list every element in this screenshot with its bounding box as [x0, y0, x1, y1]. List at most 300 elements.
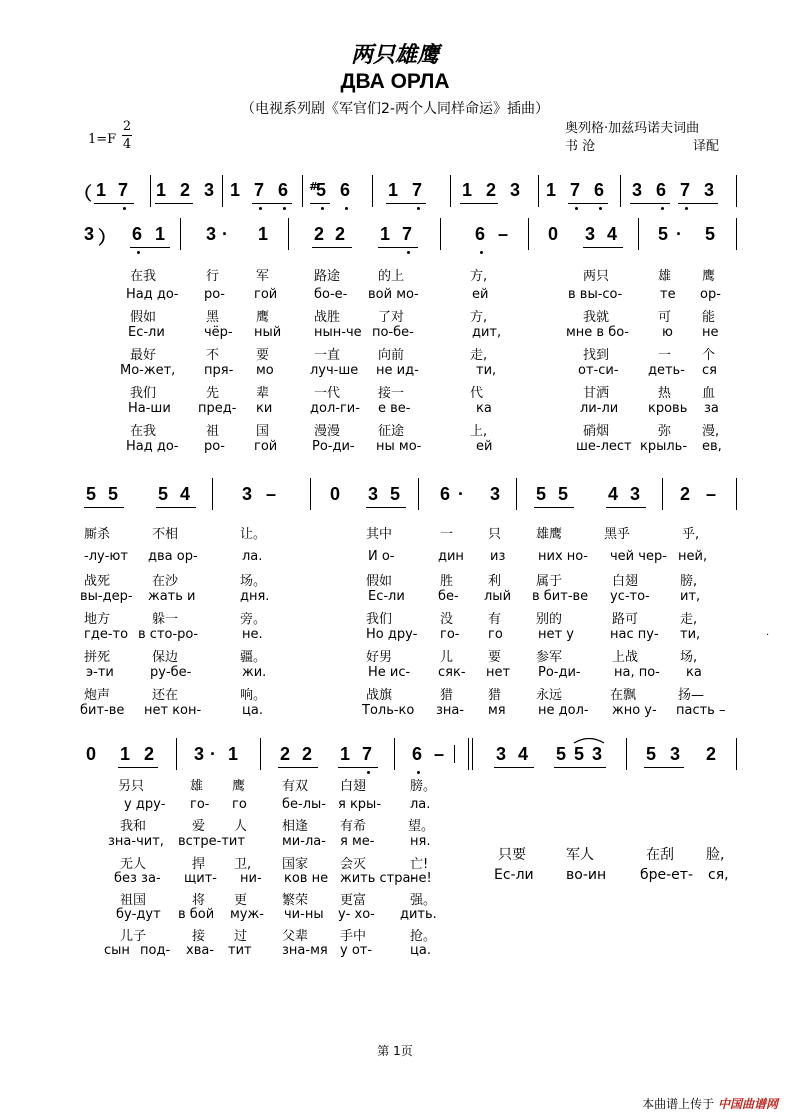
lyric: И о-: [368, 549, 395, 564]
slur-mark: [572, 734, 606, 744]
lyric: 好男: [366, 650, 393, 665]
lyric: мя: [488, 703, 506, 718]
low-octave-dot: [661, 207, 664, 210]
lyric: не ид-: [376, 363, 419, 378]
note: 0: [86, 744, 97, 764]
lyric: 鹰: [702, 269, 716, 284]
note: （: [74, 184, 92, 204]
lyric: сын: [104, 943, 130, 958]
lyric: ца.: [410, 943, 431, 958]
beam-underline: [366, 507, 406, 508]
lyric: ев,: [702, 439, 722, 454]
note: –: [498, 224, 509, 244]
lyric: 猎: [440, 688, 454, 703]
beam-underline: [312, 247, 352, 248]
lyric: 鹰: [232, 779, 246, 794]
sharp-sign: #: [309, 180, 319, 193]
lyric: ный: [254, 325, 282, 340]
lyric: я ме-: [340, 834, 375, 849]
lyric: го-: [440, 627, 460, 642]
lyric: нет: [486, 665, 511, 680]
lyric: Ес-ли: [368, 589, 405, 604]
lyric: 的上: [378, 269, 405, 284]
beam-underline: [378, 247, 418, 248]
note: 0: [330, 484, 341, 504]
lyric: 保边: [152, 650, 179, 665]
lyric: 在我: [130, 424, 157, 439]
note: 5: [86, 484, 97, 504]
lyric: 两只: [583, 269, 610, 284]
barline: [310, 478, 311, 510]
lyric: 祖国: [120, 893, 147, 908]
lyric: е ве-: [378, 401, 411, 416]
lyric: 走,: [680, 612, 698, 627]
lyric: 国: [256, 424, 270, 439]
low-octave-dot: [480, 251, 483, 254]
note: 3: [194, 744, 205, 764]
lyric: 一代: [314, 386, 341, 401]
lyric: 有希: [340, 819, 367, 834]
lyric: ков не: [284, 871, 329, 886]
lyric: 拼死: [84, 650, 111, 665]
lyric: ру-бе-: [150, 665, 192, 680]
lyric: 路可: [612, 612, 639, 627]
low-octave-dot: [575, 207, 578, 210]
lyric: 硝烟: [583, 424, 610, 439]
lyric: дин: [438, 549, 464, 564]
lyric: Толь-ко: [362, 703, 415, 718]
note: 5: [574, 744, 585, 764]
barline: [394, 738, 395, 770]
lyric: ся: [702, 363, 717, 378]
lyric: луч-ше: [310, 363, 359, 378]
lyric: На-ши: [128, 401, 171, 416]
lyric: 不: [206, 348, 220, 363]
low-octave-dot: [123, 207, 126, 210]
lyric: 我就: [583, 310, 610, 325]
beam-underline: [386, 203, 426, 204]
beam-underline: [534, 507, 574, 508]
lyric: вы-дер-: [80, 589, 133, 604]
lyric: 弥: [658, 424, 672, 439]
lyric: 找到: [583, 348, 610, 363]
source-site-logo: 中国曲谱网: [717, 1097, 778, 1111]
lyric: 雄: [190, 779, 204, 794]
lyric: 了对: [378, 310, 405, 325]
lyric: бе-: [438, 589, 459, 604]
beam-underline: [568, 203, 608, 204]
beam-underline: [155, 203, 193, 204]
lyric: ше-лест: [576, 439, 632, 454]
lyric: 在飘: [610, 688, 637, 703]
lyric: лый: [484, 589, 512, 604]
lyric: 无人: [120, 857, 147, 872]
lyric: без за-: [114, 871, 161, 886]
lyric: где-то: [84, 627, 129, 642]
lyric: Ес-ли: [128, 325, 165, 340]
note: 3: [592, 744, 603, 764]
lyric: 接一: [378, 386, 405, 401]
lyric: 更: [234, 893, 248, 908]
barline: [372, 175, 373, 207]
lyric: 接: [192, 929, 206, 944]
note: 5: [390, 484, 401, 504]
note: 4: [518, 744, 529, 764]
note: 1: [120, 744, 131, 764]
note: 3: [496, 744, 507, 764]
lyric: на, по-: [614, 665, 660, 680]
lyric: ит,: [680, 589, 701, 604]
note: 3: [704, 180, 715, 200]
note: 6: [656, 180, 667, 200]
lyric: 利: [488, 574, 502, 589]
lyric: Не ис-: [368, 665, 411, 680]
lyric: из: [490, 549, 506, 564]
note: 7: [402, 224, 413, 244]
lyric: те: [660, 287, 676, 302]
note: 5: [316, 180, 327, 200]
barline: [418, 478, 419, 510]
lyric: в сто-ро-: [138, 627, 199, 642]
lyric: 乎,: [682, 527, 700, 542]
note: 3: [670, 744, 681, 764]
lyric: жить стра-: [340, 871, 416, 886]
note: 3: [632, 180, 643, 200]
lyric: 军: [256, 269, 270, 284]
note: 2: [180, 180, 191, 200]
time-signature-top: 2: [122, 119, 132, 134]
lyric: от-си-: [578, 363, 619, 378]
low-octave-dot: [417, 771, 420, 774]
lyric: Мо-жет,: [120, 363, 176, 378]
lyric: ся,: [708, 867, 729, 883]
lyric: 疆。: [240, 650, 267, 665]
lyric: дня.: [240, 589, 270, 604]
lyric: ца.: [242, 703, 263, 718]
lyric: 脸,: [706, 847, 725, 863]
lyric: 漫漫: [314, 424, 341, 439]
note: 7: [118, 180, 129, 200]
lyric: 战旗: [366, 688, 393, 703]
low-octave-dot: [367, 771, 370, 774]
lyric: 亡!: [410, 857, 429, 872]
note: 3: [84, 224, 95, 244]
note: 1: [388, 180, 399, 200]
note: 7: [412, 180, 423, 200]
beam-underline: [644, 767, 684, 768]
note: 1: [156, 180, 167, 200]
low-octave-dot: [407, 251, 410, 254]
note: 7: [680, 180, 691, 200]
lyric: в вы-со-: [568, 287, 623, 302]
lyric: 我们: [130, 386, 157, 401]
lyric: за: [704, 401, 719, 416]
lyric: ти,: [680, 627, 701, 642]
lyric: 更富: [340, 893, 367, 908]
time-signature: [120, 118, 134, 153]
lyric: я кры-: [338, 797, 382, 812]
lyric: в бой: [178, 907, 215, 922]
lyric: 人: [234, 819, 248, 834]
arranger-role: 译配: [693, 139, 720, 154]
note: 1: [230, 180, 241, 200]
lyric: 行: [206, 269, 220, 284]
arranger-name: 书 沧: [565, 139, 596, 154]
note: ·: [458, 484, 464, 504]
lyric: нын-че: [314, 325, 362, 340]
low-octave-dot: [685, 207, 688, 210]
note: ·: [222, 224, 228, 244]
lyric: 没: [440, 612, 454, 627]
beam-underline: [338, 767, 378, 768]
lyric: у дру-: [124, 797, 166, 812]
low-octave-dot: [321, 207, 324, 210]
lyric: не!: [410, 871, 432, 886]
note: 6: [340, 180, 351, 200]
lyric: мо: [256, 363, 274, 378]
note: 2: [280, 744, 291, 764]
lyric: 战死: [84, 574, 111, 589]
lyric: крыль-: [640, 439, 688, 454]
note: 1: [96, 180, 107, 200]
lyric: 另只: [118, 779, 145, 794]
note: –: [266, 484, 277, 504]
lyric: нет кон-: [144, 703, 202, 718]
lyric: бит-ве: [80, 703, 125, 718]
lyric: не.: [242, 627, 263, 642]
source-watermark: [642, 1095, 778, 1112]
note: 4: [180, 484, 191, 504]
lyric: Над до-: [126, 439, 179, 454]
time-signature-bottom: 4: [122, 137, 132, 152]
note: –: [706, 484, 717, 504]
note: 2: [144, 744, 155, 764]
lyric: ор-: [700, 287, 721, 302]
beam-underline: [130, 247, 170, 248]
note: 4: [607, 224, 618, 244]
beam-underline: [278, 767, 318, 768]
note: 3: [490, 484, 501, 504]
lyric: 强。: [410, 893, 437, 908]
lyric: нас пу-: [610, 627, 659, 642]
lyric: 厮杀: [84, 527, 111, 542]
lyric: 一: [440, 527, 454, 542]
lyric: 能: [702, 310, 716, 325]
lyric: 捍: [192, 857, 206, 872]
barline: [288, 218, 289, 250]
song-title-chinese: 两只雄鹰: [350, 42, 439, 68]
lyric: 在沙: [152, 574, 179, 589]
lyric: 永远: [536, 688, 563, 703]
lyric: 国家: [282, 857, 309, 872]
barline: [176, 738, 177, 770]
lyric: 场。: [240, 574, 267, 589]
lyric: нет у: [538, 627, 574, 642]
lyric: у от-: [340, 943, 373, 958]
lyric: жи.: [242, 665, 267, 680]
note: 5: [536, 484, 547, 504]
lyric: деть-: [648, 363, 685, 378]
lyric: 假如: [366, 574, 393, 589]
beam-underline: [84, 507, 124, 508]
lyric: Ес-ли: [494, 867, 534, 883]
lyric: пря-: [204, 363, 234, 378]
lyric: ро-: [204, 287, 225, 302]
lyric: 路途: [314, 269, 341, 284]
lyric: 走,: [470, 348, 488, 363]
note: 2: [314, 224, 325, 244]
lyric: 只: [488, 527, 502, 542]
lyric: 膀,: [680, 574, 698, 589]
note: 5: [158, 484, 169, 504]
note: 6: [132, 224, 143, 244]
lyric: у- хо-: [338, 907, 375, 922]
lyric: пасть –: [676, 703, 726, 718]
song-subtitle: （电视系列剧《军官们2-两个人同样命运》插曲）: [241, 101, 549, 117]
barline: [454, 745, 455, 763]
lyric: ней,: [678, 549, 708, 564]
lyric: ки: [256, 401, 273, 416]
lyric: ус-то-: [610, 589, 650, 604]
note: 6: [475, 224, 486, 244]
lyric: во-ин: [566, 867, 607, 883]
note: ）: [98, 228, 116, 248]
barline: [736, 218, 737, 250]
lyric: ка: [686, 665, 702, 680]
lyric: ни-: [240, 871, 262, 886]
lyric: 爱: [192, 819, 206, 834]
lyric: э-ти: [86, 665, 114, 680]
note: 2: [706, 744, 717, 764]
lyric: 要: [488, 650, 502, 665]
lyric: бре-ет-: [640, 867, 694, 883]
page-margin-mark: ·: [766, 630, 770, 641]
note: 1: [380, 224, 391, 244]
lyric: чёр-: [204, 325, 233, 340]
lyric: ла.: [410, 797, 431, 812]
barline: [440, 218, 441, 250]
barline: [620, 175, 621, 207]
note: 2: [486, 180, 497, 200]
note: 6: [440, 484, 451, 504]
lyric: 一直: [314, 348, 341, 363]
note: 2: [335, 224, 346, 244]
lyric: под-: [140, 943, 171, 958]
lyric: 别的: [536, 612, 563, 627]
lyric: го-: [190, 797, 210, 812]
note: 1: [155, 224, 166, 244]
barline: [736, 175, 737, 207]
barline: [260, 738, 261, 770]
note: 2: [680, 484, 691, 504]
lyric: муж-: [230, 907, 264, 922]
lyric: вой мо-: [368, 287, 419, 302]
lyric: ей: [472, 287, 489, 302]
low-octave-dot: [417, 207, 420, 210]
lyric: пред-: [198, 401, 237, 416]
note: 5: [658, 224, 669, 244]
beam-underline: [494, 767, 534, 768]
key-signature: 1=F: [88, 132, 117, 147]
beam-underline: [583, 247, 623, 248]
lyric: ня.: [410, 834, 431, 849]
lyric: го: [232, 797, 247, 812]
lyric: 响。: [240, 688, 267, 703]
note: ·: [210, 744, 216, 764]
beam-underline: [252, 203, 292, 204]
note: 3: [368, 484, 379, 504]
lyric: 一: [658, 348, 672, 363]
lyric: щит-: [184, 871, 217, 886]
lyric: 血: [702, 386, 716, 401]
lyric: 最好: [130, 348, 157, 363]
barline: [180, 218, 181, 250]
lyric: них но-: [538, 549, 588, 564]
note: 5: [646, 744, 657, 764]
lyric: 地方: [84, 612, 111, 627]
note: 0: [548, 224, 559, 244]
barline: [516, 478, 517, 510]
lyric: ю: [662, 325, 673, 340]
lyric: 繁荣: [282, 893, 309, 908]
lyric: 黑乎: [604, 527, 631, 542]
lyric: 先: [206, 386, 220, 401]
note: 3: [242, 484, 253, 504]
lyric: 还在: [152, 688, 179, 703]
lyric: бу-дут: [116, 907, 161, 922]
beam-underline: [606, 507, 646, 508]
lyric: 可: [658, 310, 672, 325]
lyric: жать и: [148, 589, 196, 604]
note: ·: [676, 224, 682, 244]
note: 5: [556, 744, 567, 764]
lyric: 相逢: [282, 819, 309, 834]
note: 1: [462, 180, 473, 200]
lyric: 会灭: [340, 857, 367, 872]
lyric: не дол-: [538, 703, 589, 718]
barline: [736, 478, 737, 510]
lyric: дит,: [472, 325, 502, 340]
lyric: 辈: [256, 386, 270, 401]
lyric: 热: [658, 386, 672, 401]
lyric: ей: [476, 439, 493, 454]
lyric: 在刮: [646, 847, 674, 863]
lyric: ка: [476, 401, 492, 416]
note: 5: [558, 484, 569, 504]
beam-underline: [94, 203, 134, 204]
barline: [150, 175, 151, 207]
lyric: 炮声: [84, 688, 111, 703]
note: 2: [302, 744, 313, 764]
lyric: 其中: [366, 527, 393, 542]
beam-underline: [460, 203, 498, 204]
lyric: 黑: [206, 310, 220, 325]
song-title-russian: ДВА ОРЛА: [340, 70, 450, 93]
low-octave-dot: [345, 207, 348, 210]
lyric: 上,: [470, 424, 488, 439]
note: 7: [362, 744, 373, 764]
lyric: зна-чит,: [108, 834, 164, 849]
lyric: ны мо-: [376, 439, 422, 454]
lyric: дить.: [400, 907, 437, 922]
barline: [450, 175, 451, 207]
lyric: 白翅: [340, 779, 367, 794]
lyric: 不相: [152, 527, 179, 542]
lyric: 方,: [470, 310, 488, 325]
lyric: 儿: [440, 650, 454, 665]
lyric: 鹰: [256, 310, 270, 325]
lyric: 白翅: [612, 574, 639, 589]
